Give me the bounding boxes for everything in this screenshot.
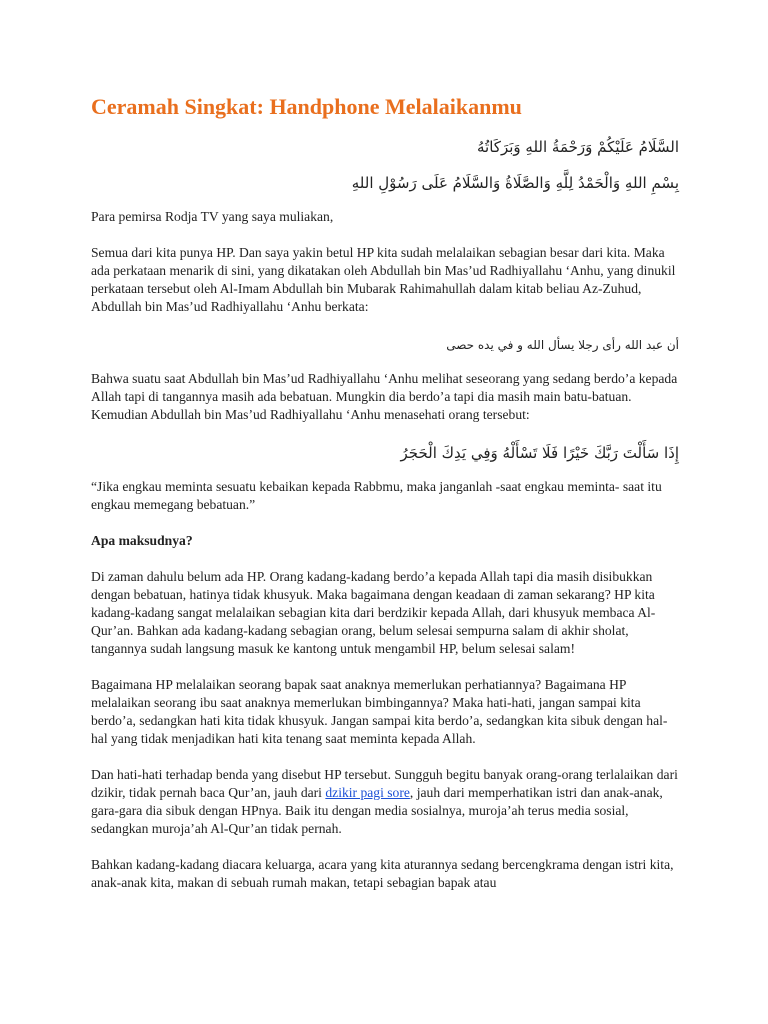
paragraph-6: Bagaimana HP melalaikan seorang bapak saat anaknya memerlukan perhatiannya? Bagaimana HP melalaikan seorang ibu saat anaknya memerlukan bimbingannya? Maka hati-hati, jangan sampai kita berdo’a, sedangkan hati kita tidak khusyuk. Jangan sampai kita berdo’a, sedangkan kita sibuk dengan hal-hal yang tidak menjadikan hati kita tenang saat meminta kepada Allah. (91, 677, 668, 746)
paragraph-2: Semua dari kita punya HP. Dan saya yakin betul HP kita sudah melalaikan sebagian besar dari kita. Maka ada perkataan menarik di sini, yang dikatakan oleh Abdullah bin Mas’ud Radhiyallahu ‘Anhu, yang dinukil perkataan tersebut oleh Al-Imam Abdullah bin Mubarak Rahimahullah dalam kitab beliau Az-Zuhud, Abdullah bin Mas’ud Radhiyallahu ‘Anhu berkata: (91, 245, 676, 314)
section-heading: Apa maksudnya? (91, 533, 193, 548)
article-title: Ceramah Singkat: Handphone Melalaikanmu (91, 94, 522, 119)
arabic-quote-2: إِذَا سَأَلْتَ رَبَّكَ خَيْرًا فَلَا تَسْأَلْهُ وَفِي يَدِكَ الْحَجَرُ (400, 444, 679, 462)
arabic-greeting: السَّلَامُ عَلَيْكُمْ وَرَحْمَةُ اللهِ وَبَرَكَاتُهُ (477, 138, 679, 156)
paragraph-7-text-a: Dan hati-hati terhadap benda yang disebut HP tersebut. Sungguh begitu banyak orang-orang terlalaikan dari dzikir, tidak pernah baca Qur’an, jauh dari (91, 767, 678, 800)
paragraph-7 (91, 766, 679, 838)
dzikir-pagi-sore-link[interactable]: dzikir pagi sore (325, 785, 410, 800)
paragraph-8: Bahkan kadang-kadang diacara keluarga, acara yang kita aturannya sedang bercengkrama dengan istri kita, anak-anak kita, makan di sebuah rumah makan, tetapi sebagian bapak atau (91, 857, 674, 890)
arabic-quote-1: أن عبد الله رأى رجلا يسأل الله و في يده حصى (446, 338, 679, 352)
arabic-basmala: بِسْمِ اللهِ وَالْحَمْدُ لِلَّهِ وَالصَّلَاةُ وَالسَّلَامُ عَلَى رَسُوْلِ اللهِ (351, 174, 679, 192)
article-body (91, 92, 679, 892)
paragraph-3: Bahwa suatu saat Abdullah bin Mas’ud Radhiyallahu ‘Anhu melihat seseorang yang sedang berdo’a kepada Allah tapi di tangannya masih ada bebatuan. Mungkin dia berdo’a tapi dia masih main batu-batuan. Kemudian Abdullah bin Mas’ud Radhiyallahu ‘Anhu menasehati orang tersebut: (91, 371, 678, 422)
paragraph-1: Para pemirsa Rodja TV yang saya muliakan, (91, 209, 334, 224)
paragraph-4: “Jika engkau meminta sesuatu kebaikan kepada Rabbmu, maka janganlah -saat engkau meminta- saat itu engkau memegang bebatuan.” (91, 479, 662, 512)
paragraph-7-text-b: , jauh dari memperhatikan istri dan anak-anak, gara-gara dia sibuk dengan HPnya. Baik itu dengan media sosialnya, muroja’ah terus media sosial, sedangkan muroja’ah Al-Qur’an tidak pernah. (91, 785, 663, 836)
paragraph-5: Di zaman dahulu belum ada HP. Orang kadang-kadang berdo’a kepada Allah tapi dia masih disibukkan dengan bebatuan, hatinya tidak khusyuk. Maka bagaimana dengan keadaan di zaman sekarang? HP kita kadang-kadang sangat melalaikan sebagian kita dari berdzikir kepada Allah, dari khusyuk membaca Al-Qur’an. Bahkan ada kadang-kadang sebagian orang, belum selesai sempurna salam di akhir sholat, tangannya sudah langsung masuk ke kantong untuk mengambil HP, belum selesai salam! (91, 569, 656, 656)
